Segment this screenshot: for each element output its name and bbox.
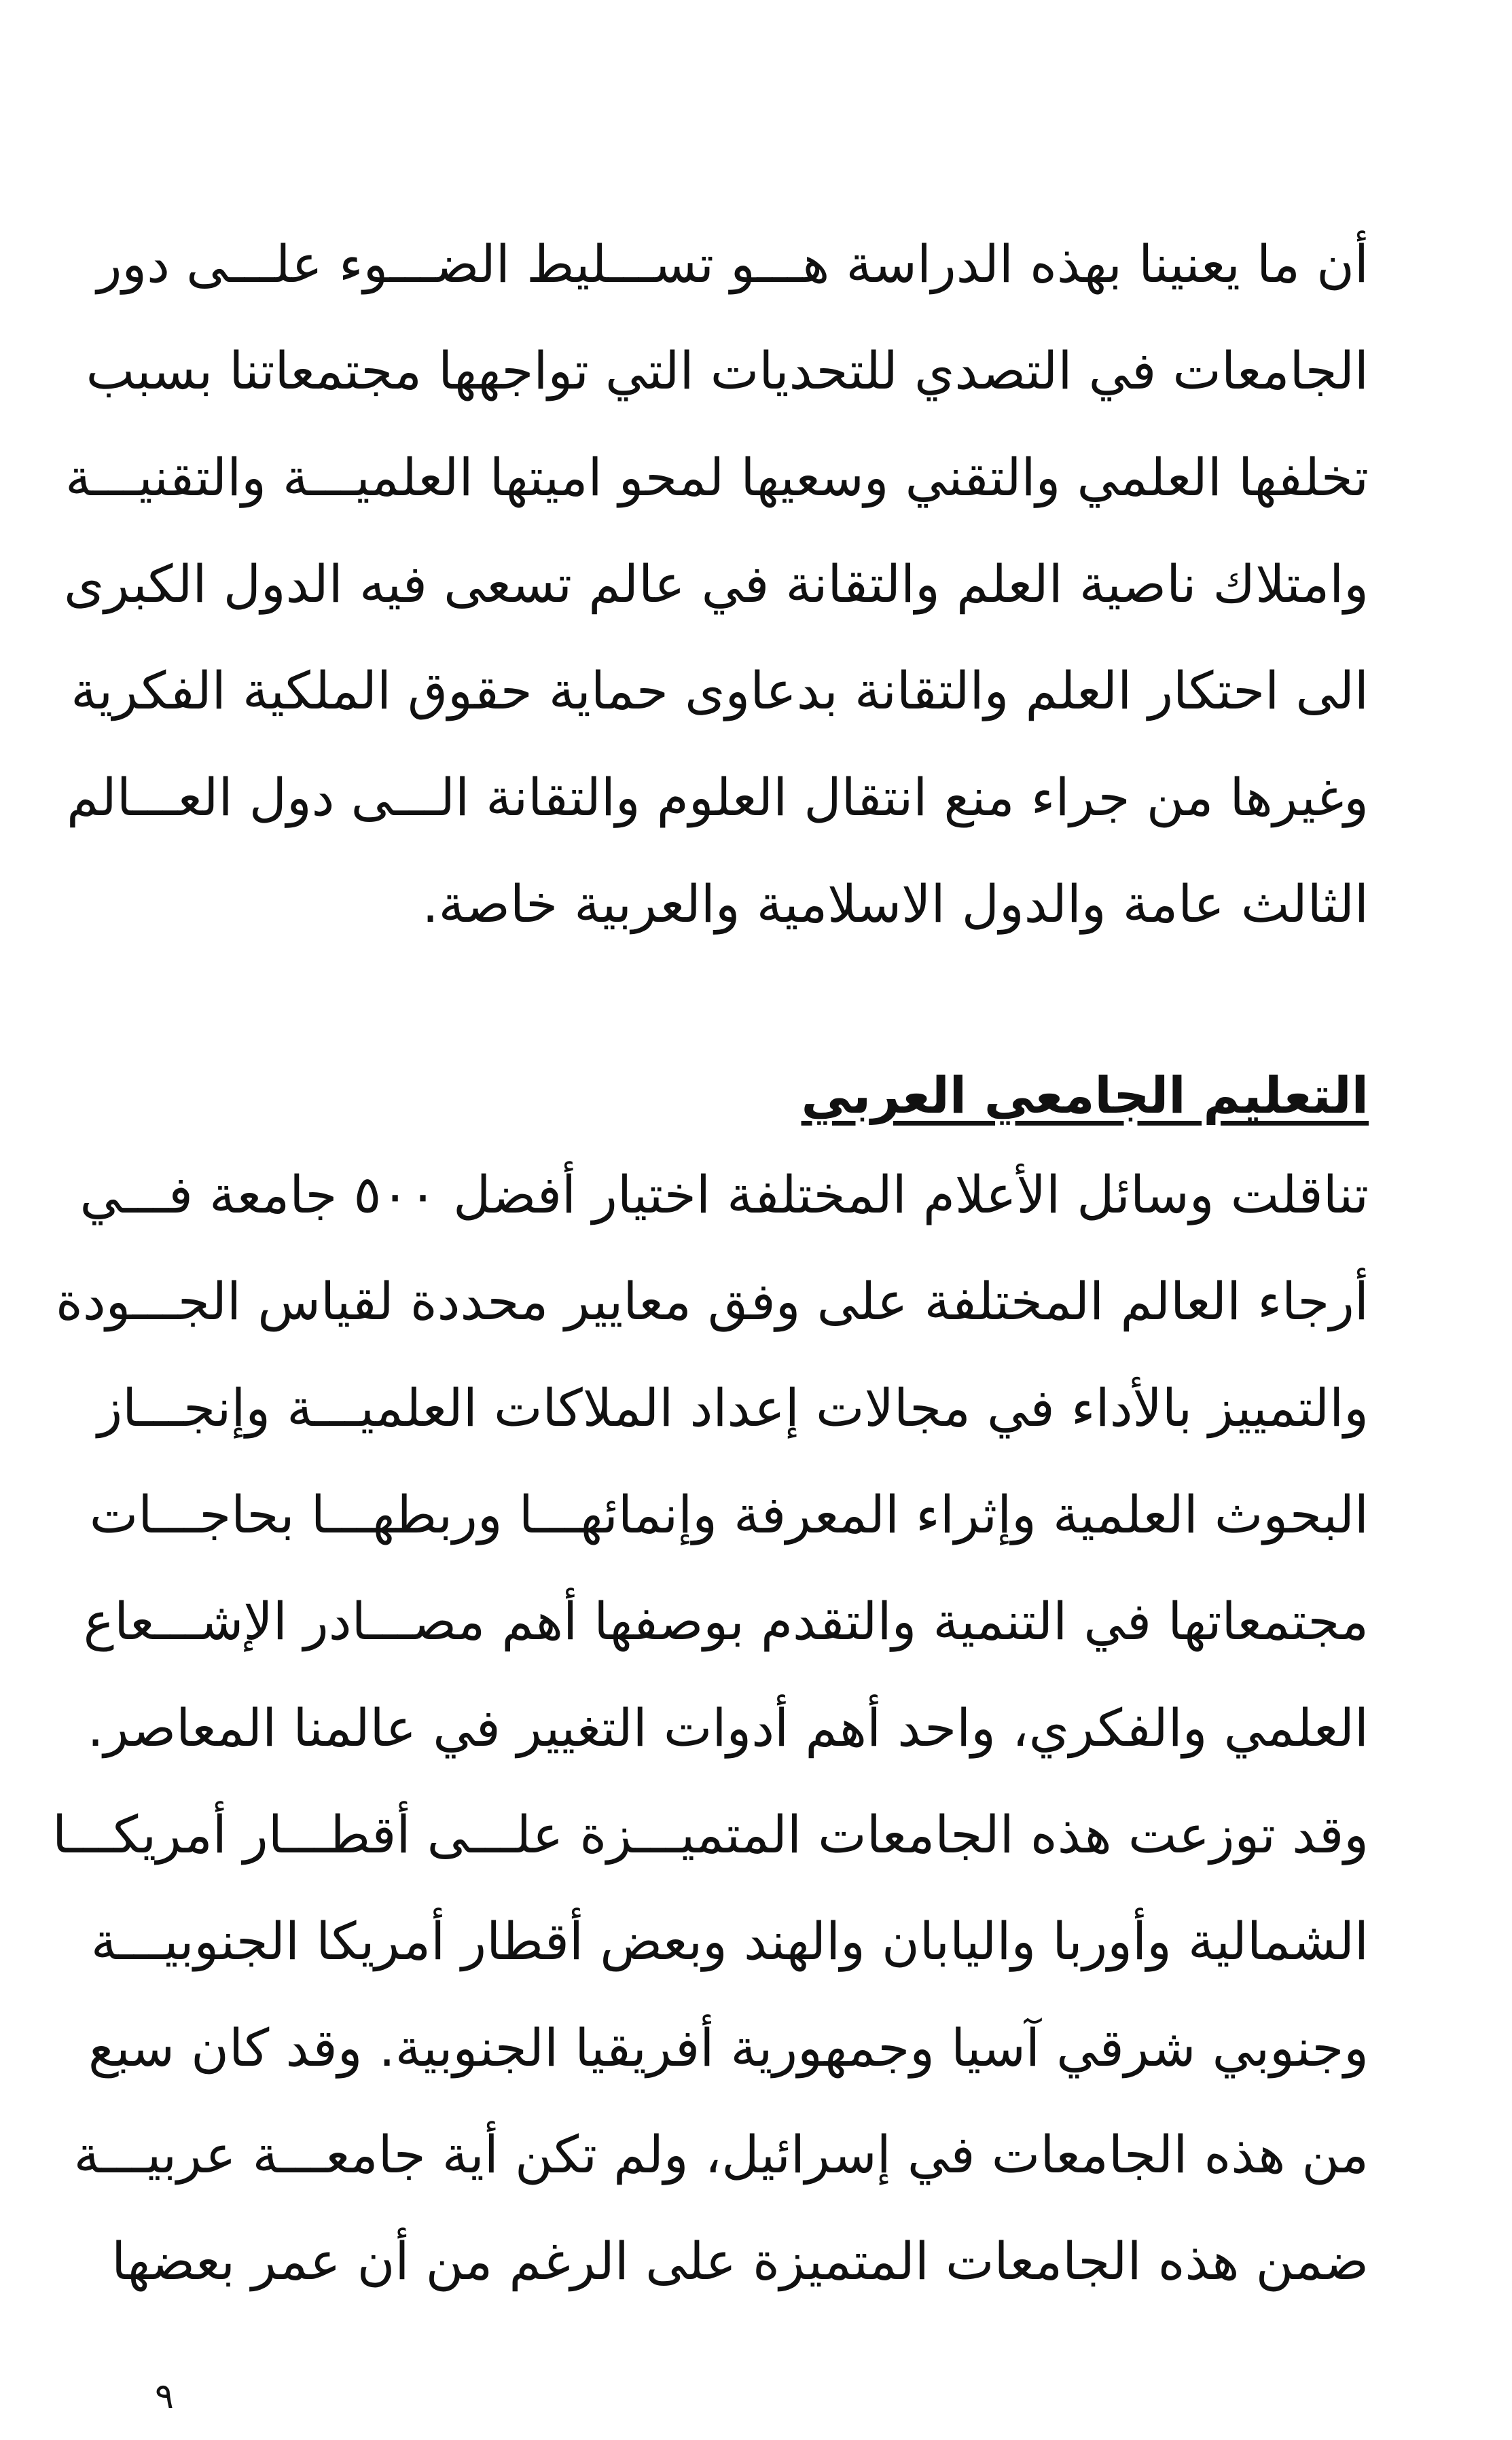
section-paragraph	[52, 1141, 1369, 2314]
text-line: وامتلاك ناصية العلم والتقانة في عالم تسعى فيه الدول الكبرى	[63, 554, 1369, 614]
text-line: البحوث العلمية وإثراء المعرفة وإنمائهـــا وربطهـــا بحاجـــات	[89, 1484, 1369, 1545]
text-line: الجامعات في التصدي للتحديات التي تواجهها مجتمعاتنا بسبب	[86, 340, 1369, 401]
text-line: الشمالية وأوربا واليابان والهند وبعض أقطار أمريكا الجنوبيـــة	[90, 1911, 1369, 1971]
intro-paragraph	[63, 211, 1369, 957]
text-line: تناقلت وسائل الأعلام المختلفة اختيار أفضل ٥٠٠ جامعة فـــي	[79, 1164, 1369, 1225]
text-line: وقد توزعت هذه الجامعات المتميـــزة علـــى أقطـــار أمريكـــا	[52, 1804, 1369, 1865]
text-line: والتمييز بالأداء في مجالات إعداد الملاكات العلميـــة وإنجـــاز	[97, 1378, 1369, 1438]
text-line: أن ما يعنينا بهذه الدراسة هـــو تســـليط الضـــوء علـــى دور	[96, 234, 1369, 294]
text-line: وجنوبي شرقي آسيا وجمهورية أفريقيا الجنوبية. وقد كان سبع	[88, 2017, 1369, 2078]
text-line: أرجاء العالم المختلفة على وفق معايير محددة لقياس الجـــودة	[56, 1271, 1369, 1331]
text-line: الثالث عامة والدول الاسلامية والعربية خاصة.	[422, 874, 1369, 934]
text-line: وغيرها من جراء منع انتقال العلوم والتقانة الـــى دول العـــالم	[66, 767, 1369, 827]
page-number: ٩	[155, 2376, 174, 2417]
text-line: العلمي والفكري، واحد أهم أدوات التغيير في عالمنا المعاصر.	[87, 1698, 1369, 1758]
text-line: الى احتكار العلم والتقانة بدعاوى حماية حقوق الملكية الفكرية	[71, 660, 1369, 721]
text-line: مجتمعاتها في التنمية والتقدم بوصفها أهم مصـــادر الإشـــعاع	[83, 1591, 1369, 1651]
text-line: ضمن هذه الجامعات المتميزة على الرغم من أن عمر بعضها	[111, 2231, 1369, 2291]
text-line: من هذه الجامعات في إسرائيل، ولم تكن أية جامعـــة عربيـــة	[73, 2124, 1369, 2185]
text-line: تخلفها العلمي والتقني وسعيها لمحو اميتها العلميـــة والتقنيـــة	[65, 447, 1369, 507]
section-heading: التعليم الجامعي العربي	[801, 1066, 1369, 1125]
